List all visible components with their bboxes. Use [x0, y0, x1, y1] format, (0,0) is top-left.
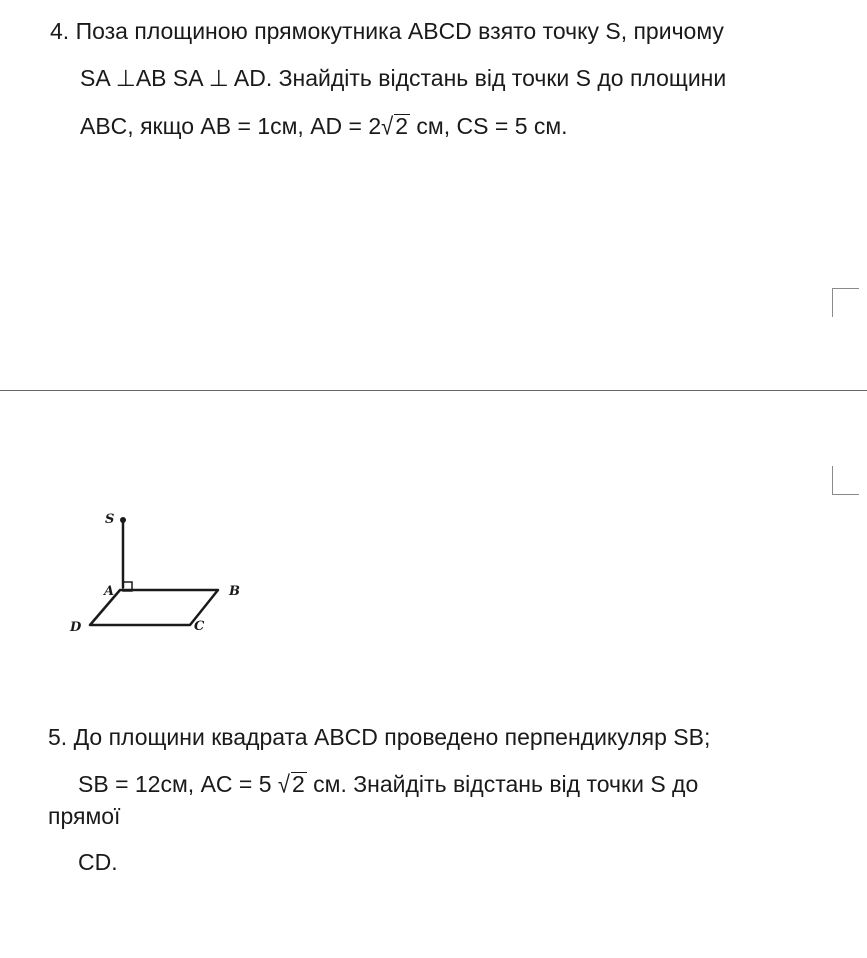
problem-4-line-1: 4. Поза площиною прямокутника ABCD взято точку S, причому	[50, 18, 724, 44]
problem-5-line-4: CD.	[78, 849, 118, 875]
sqrt-argument: 2	[395, 113, 409, 139]
problem-4-line-3-tail: см, CS = 5 см.	[410, 113, 568, 139]
problem-4-line-3-text: ABC, якщо AB = 1см, AD = 2	[80, 113, 382, 139]
sqrt-argument: 2	[292, 771, 305, 797]
label-b: B	[229, 584, 240, 599]
geometry-figure	[60, 500, 260, 650]
problem-5-line-1: 5. До площини квадрата ABCD проведено перпендикуляр SB;	[48, 724, 711, 750]
label-d: D	[70, 620, 82, 635]
page-corner-mark-top	[832, 288, 859, 317]
sqrt-sign: √	[277, 770, 290, 799]
label-a: A	[104, 584, 115, 599]
problem-5-line-2-tail: см. Знайдіть відстань від точки S до	[306, 771, 699, 797]
sqrt-expression	[278, 770, 307, 799]
page-divider	[0, 390, 867, 391]
point-s	[120, 517, 126, 523]
problem-5-line-2	[78, 770, 698, 799]
problem-4-line-2: SA ⊥AB SA ⊥ AD. Знайдіть відстань від точки S до площини	[80, 65, 727, 91]
page-corner-mark-bottom	[832, 466, 859, 495]
label-s: S	[105, 512, 115, 527]
sqrt-expression	[381, 112, 410, 141]
problem-5-line-2-text: SB = 12см, AC = 5	[78, 771, 278, 797]
label-c: C	[194, 619, 205, 634]
problem-4-line-3	[80, 112, 568, 141]
problem-5-line-3: прямої	[48, 803, 121, 829]
sqrt-sign: √	[381, 112, 394, 141]
